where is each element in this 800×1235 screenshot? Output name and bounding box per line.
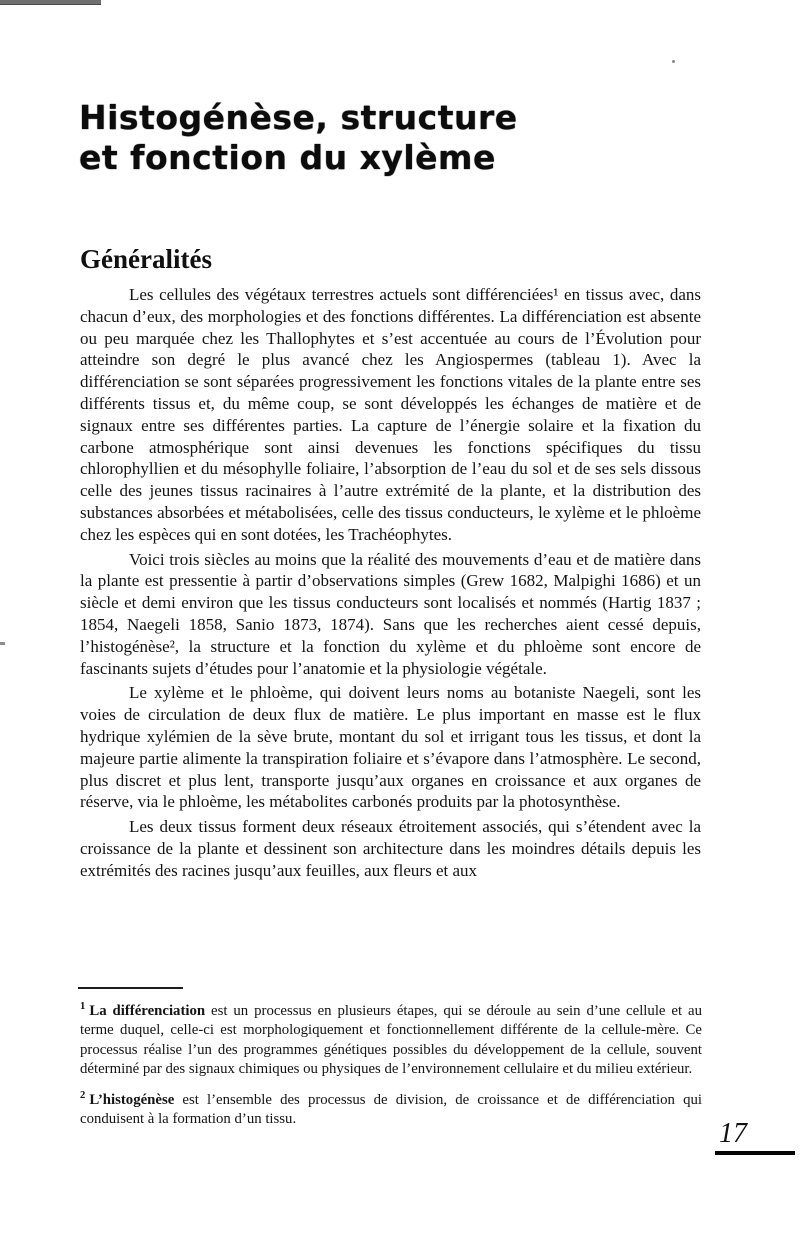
footnote-separator-rule [78, 987, 183, 989]
footnote-2-marker: 2 [80, 1090, 86, 1102]
page-number: 17 [719, 1118, 747, 1149]
footnote-1 [80, 997, 702, 1079]
scan-speck [672, 60, 675, 63]
chapter-title-line1: Histogénèse, structure [79, 98, 518, 137]
footnote-1-term: La différenciation [89, 1002, 206, 1019]
paragraph-2: Voici trois siècles au moins que la réalité des mouvements d’eau et de matière dans la plante est pressentie à partir d’observations simples (Grew 1682, Malpighi 1686) et un siècle et demi environ que les tissus conducteurs sont localisés et nommés (Hartig 1837 ; 1854, Naegeli 1858, Sanio 1873, 1874). Sans que les recherches aient cessé depuis, l’histogénèse², la structure et la fonction du xylème et du phloème sont encore de fascinants sujets d’études pour l’anatomie et la physiologie végétale. [80, 549, 701, 678]
paragraph-4: Les deux tissus forment deux réseaux étroitement associés, qui s’étendent avec la croissance de la plante et dessinent son architecture dans les moindres détails depuis les extrémités des racines jusqu’aux feuilles, aux fleurs et aux [80, 817, 701, 880]
footnote-1-text: est un processus en plusieurs étapes, qui se déroule au sein d’une cellule et au terme duquel, celle-ci est morphologiquement et fonctionnellement différente de la cellule-mère. Ce processus réalise l’un des programmes génétiques possibles du développement de la cellule, souvent déterminé par des signaux chimiques ou physiques de l’environnement cellulaire et du milieu extérieur. [80, 1002, 702, 1077]
footnote-2 [80, 1086, 702, 1130]
footnotes [80, 997, 702, 1137]
page-number-rule [715, 1151, 795, 1155]
paragraph-3: Le xylème et le phloème, qui doivent leurs noms au botaniste Naegeli, sont les voies de circulation de deux flux de matière. Le plus important en masse est le flux hydrique xylémien de la sève brute, montant du sol et irrigant tous les tissus, et dont la majeure partie alimente la transpiration foliaire et s’évapore dans l’atmosphère. Le second, plus discret et plus lent, transporte jusqu’aux organes en croissance et aux organes de réserve, via le phloème, les métabolites carbonés produits par la photosynthèse. [80, 683, 701, 812]
footnote-1-marker: 1 [80, 1001, 86, 1012]
scan-left-tick [0, 642, 5, 645]
footnote-2-text: est l’ensemble des processus de division, de croissance et de différenciation qui conduisent à la formation d’un tissu. [80, 1092, 702, 1128]
footnote-2-term: L’histogénèse [89, 1092, 175, 1109]
body-text [80, 284, 701, 885]
chapter-title [79, 98, 518, 178]
section-heading: Généralités [80, 244, 212, 274]
scan-edge-mark [0, 0, 101, 5]
paragraph-1: Les cellules des végétaux terrestres actuels sont différenciées¹ en tissus avec, dans chacun d’eux, des morphologies et des fonctions différentes. La différenciation est absente ou peu marquée chez les Thallophytes et s’est accentuée au cours de l’Évolution pour atteindre son degré le plus avancé chez les Angiospermes (tableau 1). Avec la différenciation se sont séparées progressivement les fonctions vitales de la plante entre ses différents tissus et, du même coup, se sont développés les échanges de matière et de signaux entre ses différentes parties. La capture de l’énergie solaire et la fixation du carbone atmosphérique sont ainsi devenues les fonctions spécifiques du tissu chlorophyllien et du mésophylle foliaire, l’absorption de l’eau du sol et de ses sels dissous celle des jeunes tissus racinaires à l’autre extrémité de la plante, et la distribution des substances absorbées et métabolisées, celle des tissus conducteurs, le xylème et le phloème chez les espèces qui en sont dotées, les Trachéophytes. [80, 285, 701, 544]
chapter-title-line2: et fonction du xylème [79, 138, 496, 177]
